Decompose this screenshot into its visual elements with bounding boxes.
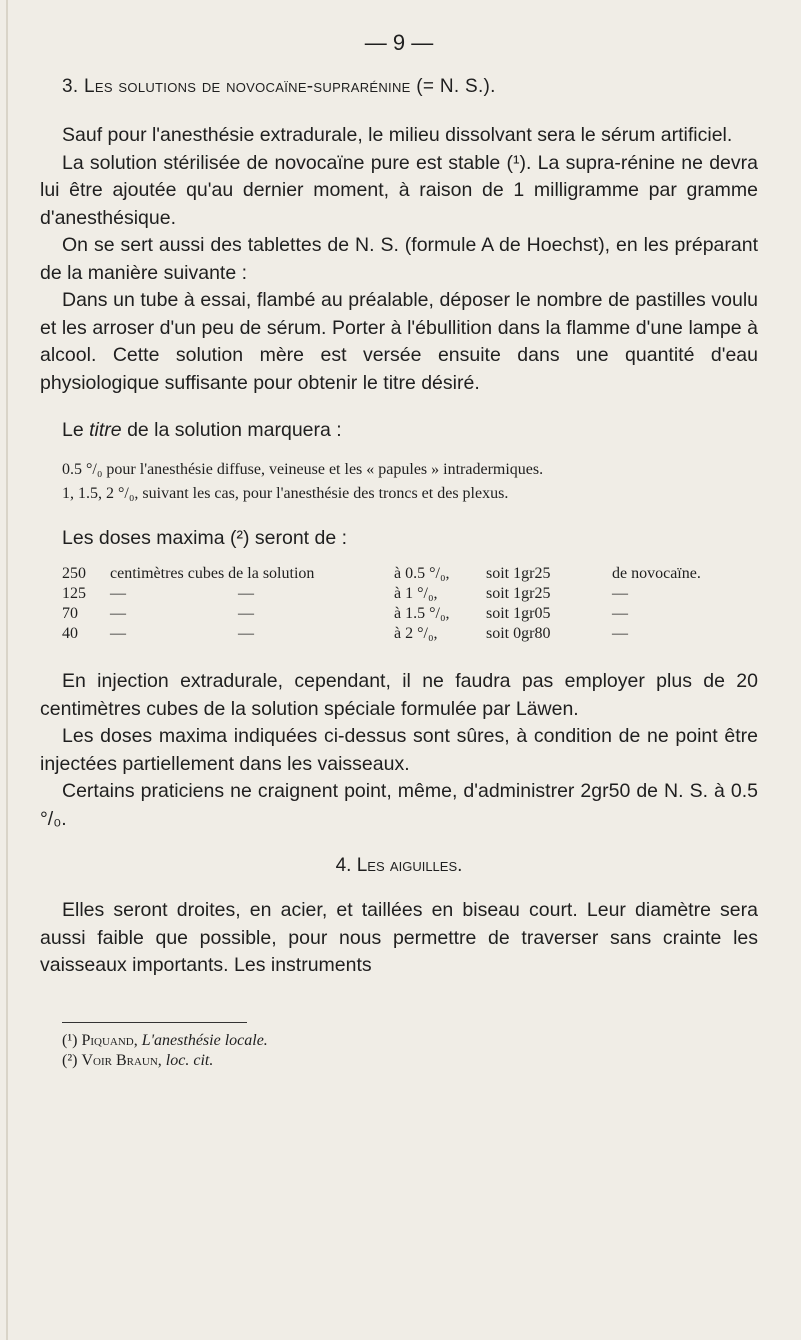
footnote-author: Piquand, xyxy=(81,1031,138,1049)
paragraph: Les doses maxima indiquées ci-dessus sont sûres, à condition de ne point être injectées partiellement dans les vaisseaux. xyxy=(40,725,758,775)
table-row xyxy=(62,624,701,644)
section-number: 3. xyxy=(62,76,79,97)
paragraph: On se sert aussi des tablettes de N. S. (formule A de Hoechst), en les préparant de la manière suivante : xyxy=(40,234,758,284)
dose-volume: 70 xyxy=(62,605,78,622)
table-row xyxy=(62,604,701,624)
dose-concentration: à 1.5 °/₀, xyxy=(394,605,450,622)
dose-label: — — xyxy=(110,585,254,602)
titre-list xyxy=(62,459,758,505)
doses-table xyxy=(62,564,701,644)
section-heading-3 xyxy=(62,76,758,98)
dose-suffix: — xyxy=(612,625,628,642)
table-row xyxy=(62,564,701,584)
paragraph: Elles seront droites, en acier, et taillées en biseau court. Leur diamètre sera aussi faible que possible, pour nous permettre de traverser sans crainte les vaisseaux importants. Les instruments xyxy=(40,899,758,976)
section-title: Les solutions de novocaïne-suprarénine (= xyxy=(84,76,435,97)
dose-suffix: — xyxy=(612,585,628,602)
section-number: 4. xyxy=(335,855,352,876)
dose-amount: soit 0gr80 xyxy=(486,625,551,642)
footnote-mark: (²) xyxy=(62,1051,78,1069)
footnote-mark: (¹) xyxy=(62,1031,78,1049)
table-row xyxy=(62,584,701,604)
titre-italic: titre xyxy=(89,419,122,441)
dose-volume: 250 xyxy=(62,565,86,582)
page-edge xyxy=(6,0,8,1340)
dose-label: — — xyxy=(110,605,254,622)
dose-volume: 125 xyxy=(62,585,86,602)
paragraph: La solution stérilisée de novocaïne pure est stable (¹). La supra-rénine ne devra lui être ajoutée qu'au dernier moment, à raison de 1 milligramme par gramme d'anesthésique. xyxy=(40,151,758,229)
titre-rest: de la solution marquera : xyxy=(127,419,342,441)
page-number: — 9 — xyxy=(364,30,434,55)
dose-volume: 40 xyxy=(62,625,78,642)
section-title-abbrev: N. S.). xyxy=(439,76,496,97)
paragraph: En injection extradurale, cependant, il ne faudra pas employer plus de 20 centimètres cubes de la solution spéciale formulée par Läwen. xyxy=(40,670,758,720)
page xyxy=(40,30,758,1071)
footnote-author: Voir Braun, xyxy=(81,1051,162,1069)
footnote xyxy=(62,1051,758,1071)
doses-intro: Les doses maxima (²) seront de : xyxy=(62,526,348,549)
section-heading-4 xyxy=(40,855,758,877)
footnote-work: loc. cit. xyxy=(165,1051,214,1069)
list-item: 1, 1.5, 2 °/₀, suivant les cas, pour l'anesthésie des troncs et des plexus. xyxy=(62,484,509,502)
dose-label: — — xyxy=(110,625,254,642)
dose-amount: soit 1gr25 xyxy=(486,585,551,602)
list-item: 0.5 °/₀ pour l'anesthésie diffuse, veineuse et les « papules » intradermiques. xyxy=(62,460,544,478)
dose-label: centimètres cubes de la solution xyxy=(110,565,315,582)
dose-amount: soit 1gr25 xyxy=(486,565,551,582)
paragraph: Dans un tube à essai, flambé au préalable, déposer le nombre de pastilles voulu et les arroser d'un peu de sérum. Porter à l'ébullition dans la flamme d'une lampe à alcool. Cette solution mère est versée ensuite dans une quantité d'eau physiologique suffisante pour obtenir le titre désiré. xyxy=(40,289,758,394)
dose-suffix: de novocaïne. xyxy=(612,565,701,582)
titre-lead: Le xyxy=(62,419,84,441)
titre-intro xyxy=(40,417,758,445)
dose-amount: soit 1gr05 xyxy=(486,605,551,622)
dose-concentration: à 2 °/₀, xyxy=(394,625,438,642)
footnote xyxy=(62,1031,758,1051)
dose-concentration: à 0.5 °/₀, xyxy=(394,565,450,582)
paragraph: Sauf pour l'anesthésie extradurale, le milieu dissolvant sera le sérum artificiel. xyxy=(62,124,733,146)
dose-suffix: — xyxy=(612,605,628,622)
footnote-work: L'anesthésie locale. xyxy=(141,1031,268,1049)
section-title: Les aiguilles. xyxy=(356,855,463,876)
footnote-rule xyxy=(62,1022,247,1023)
paragraph: Certains praticiens ne craignent point, même, d'administrer 2gr50 de N. S. à 0.5 °/₀. xyxy=(40,780,758,830)
dose-concentration: à 1 °/₀, xyxy=(394,585,438,602)
